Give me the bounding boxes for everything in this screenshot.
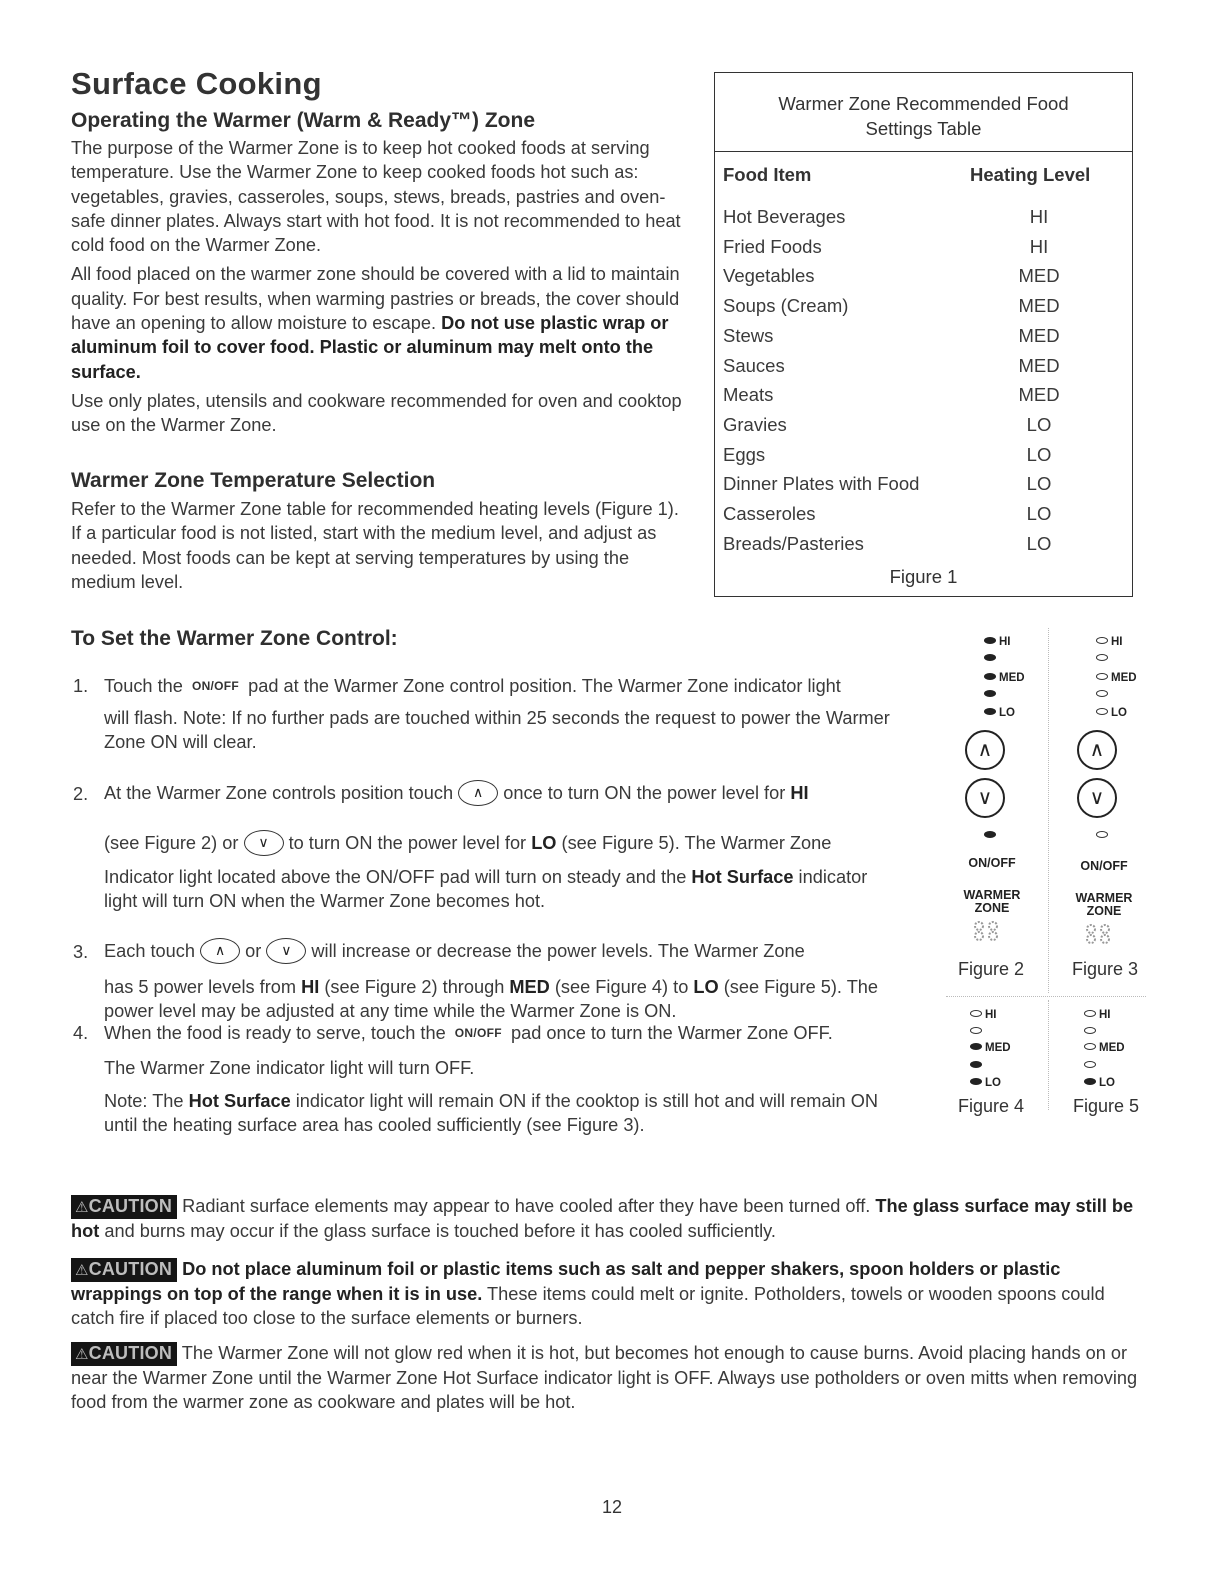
step-3-text-a: Each touch (104, 941, 195, 961)
operating-heading: Operating the Warmer (Warm & Ready™) Zone (71, 109, 536, 132)
indicator-blank (970, 1060, 985, 1072)
food-item: Eggs (723, 443, 766, 465)
table-col-level: Heating Level (970, 164, 1091, 185)
indicator-hi-label: HI (999, 636, 1011, 648)
down-arrow-glyph: ∨ (977, 787, 993, 809)
indicator-med (984, 672, 1025, 684)
heating-level: HI (1029, 235, 1049, 257)
caution-1-text-b: and burns may occur if the glass surface is touched before it has cooled sufficiently. (104, 1221, 776, 1241)
step-3-hi: HI (301, 977, 320, 997)
step-3-text-c: has 5 power levels from (104, 977, 297, 997)
unlit-dot-icon (1084, 1061, 1096, 1068)
up-arrow-glyph: ∧ (473, 784, 484, 800)
indicator-hi-label: HI (985, 1009, 997, 1021)
heating-level: LO (1026, 443, 1052, 465)
indicator-lo-label: LO (999, 707, 1015, 719)
up-arrow-icon (965, 730, 1005, 770)
table-title-line2: Settings Table (865, 118, 982, 139)
figure-4 (970, 1009, 1040, 1089)
food-item: Fried Foods (723, 235, 822, 257)
step-2-text-d: to turn ON the power level for (288, 833, 527, 853)
caution-1 (71, 1194, 1151, 1243)
onoff-label: ON/OFF (1080, 859, 1128, 873)
operating-p1: The purpose of the Warmer Zone is to keep hot cooked foods at serving temperature. Use the Warmer Zone to keep cooked foods hot such as: vegetables, gravies, casseroles, soups, stews, breads, pastries and oven-safe dinner plates. Always start with hot food. It is not recommended to heat cold food on the Warmer Zone. (71, 138, 681, 256)
onoff-pad-label: ON/OFF (454, 1026, 502, 1040)
indicator-med (970, 1042, 1011, 1054)
step-4-detail: The Warmer Zone indicator light will turn OFF. (104, 1058, 475, 1078)
up-arrow-button-icon (200, 938, 240, 964)
lit-dot-icon (984, 637, 996, 644)
caution-2 (71, 1257, 1151, 1330)
food-item: Hot Beverages (723, 206, 846, 227)
step-3-med: MED (509, 977, 550, 997)
page-title: Surface Cooking (71, 66, 322, 101)
figure-divider-vertical-2 (1048, 1000, 1049, 1110)
food-item: Sauces (723, 354, 785, 376)
step-3-detail (104, 975, 930, 1024)
unlit-dot-icon (1096, 637, 1108, 644)
figure-divider-vertical (1048, 628, 1049, 993)
up-arrow-glyph: ∧ (977, 739, 993, 761)
table-row (723, 236, 1132, 266)
step-1-text-b: pad at the Warmer Zone control position. The Warmer Zone indicator light (248, 676, 841, 696)
step-4-line1 (104, 1021, 924, 1045)
step-2-text-e: (see Figure 5). The Warmer Zone (561, 833, 832, 853)
indicator-blank (970, 1026, 985, 1038)
temp-selection-heading: Warmer Zone Temperature Selection (71, 469, 436, 492)
table-title-line1: Warmer Zone Recommended Food (778, 93, 1069, 114)
zone-label: ZONE (974, 901, 1010, 915)
step-3-text-b: will increase or decrease the power levels. The Warmer Zone (311, 941, 805, 961)
caution-1-text-a: Radiant surface elements may appear to have cooled after they have been turned off. (182, 1196, 871, 1216)
warning-triangle-icon: ⚠ (75, 1346, 89, 1363)
caution-2-text: These items could melt or ignite. Potholders, towels or wooden spoons could catch fire if placed too close to the surface elements or burners. (71, 1284, 1105, 1328)
indicator-med-label: MED (1111, 672, 1137, 684)
indicator-med-label: MED (985, 1042, 1011, 1054)
caution-badge-label: CAUTION (88, 1196, 173, 1216)
zone-label: ZONE (1086, 904, 1122, 918)
table-row (723, 206, 1132, 236)
step-4-note-hot: Hot Surface (188, 1091, 291, 1111)
down-arrow-button-icon (266, 938, 306, 964)
step-2-text-b: once to turn ON the power level for (503, 783, 786, 803)
unlit-dot-icon (1096, 654, 1108, 661)
unlit-dot-icon (970, 1010, 982, 1017)
figure-divider-horizontal (946, 996, 1146, 997)
page-number: 12 (601, 1497, 623, 1517)
onoff-label: ON/OFF (968, 856, 1016, 870)
warmer-label: WARMER (1075, 891, 1133, 905)
indicator-hi (1084, 1009, 1111, 1021)
caution-badge (71, 1342, 177, 1366)
figure-5 (1084, 1009, 1154, 1089)
step-4-text-b: pad once to turn the Warmer Zone OFF. (510, 1023, 833, 1043)
step-3-lo: LO (693, 977, 719, 997)
table-divider (715, 151, 1132, 152)
unlit-dot-icon (1096, 690, 1108, 697)
down-arrow-icon (965, 778, 1005, 818)
caution-badge-label: CAUTION (88, 1343, 173, 1363)
step-4-number: 4. (73, 1023, 89, 1043)
step-2-line2 (104, 830, 924, 856)
indicator-hi-label: HI (1099, 1009, 1111, 1021)
warmer-label: WARMER (963, 888, 1021, 902)
step-3-text-f: (see Figure 5). The power level may be adjusted at any time while the Warmer Zone is ON. (104, 977, 879, 1022)
food-item: Stews (723, 324, 774, 346)
heating-level: LO (1026, 503, 1052, 524)
figure-3-caption: Figure 3 (1072, 959, 1139, 979)
step-2-number: 2. (73, 784, 89, 804)
heating-level: MED (1018, 354, 1060, 376)
lit-dot-icon (970, 1043, 982, 1050)
indicator-lo (1084, 1077, 1115, 1089)
hot-surface-icon (1083, 923, 1113, 945)
step-2-text-a: At the Warmer Zone controls position touch (104, 783, 454, 803)
operating-p2 (71, 262, 689, 383)
lit-dot-icon (984, 690, 996, 697)
indicator-lo-label: LO (985, 1077, 1001, 1089)
step-1-number: 1. (73, 676, 89, 696)
step-4-note-a: Note: The (104, 1091, 184, 1111)
figure-4-caption: Figure 4 (958, 1096, 1025, 1116)
heating-level: MED (1018, 324, 1060, 346)
up-arrow-icon (1077, 730, 1117, 770)
lit-dot-icon (1084, 1078, 1096, 1085)
step-2-text-c: (see Figure 2) or (104, 833, 239, 853)
heating-level: LO (1026, 532, 1052, 554)
lit-dot-icon (970, 1078, 982, 1085)
heating-level: LO (1026, 473, 1052, 495)
indicator-lo-label: LO (1111, 707, 1127, 719)
indicator-lo (1096, 707, 1127, 719)
indicator-blank (1084, 1060, 1099, 1072)
indicator-hi (984, 636, 1011, 648)
table-row (723, 533, 1132, 563)
step-2-line1 (104, 780, 924, 806)
lit-dot-icon (970, 1061, 982, 1068)
lit-dot-icon (984, 708, 996, 715)
down-arrow-glyph: ∨ (281, 942, 292, 958)
step-3-text-e: (see Figure 4) to (554, 977, 689, 997)
heating-level: MED (1018, 384, 1060, 406)
operating-p2-warning: Do not use plastic wrap or aluminum foil to cover food. Plastic or aluminum may melt onto the surface. (71, 313, 669, 382)
table-row (723, 295, 1132, 325)
indicator-med (1084, 1042, 1125, 1054)
indicator-blank (1096, 689, 1111, 701)
unlit-dot-icon (1096, 673, 1108, 680)
step-2-lo: LO (531, 833, 557, 853)
heating-level: HI (1029, 206, 1049, 227)
figure-2-caption: Figure 2 (958, 959, 1025, 979)
table-row (723, 444, 1132, 474)
down-arrow-glyph: ∨ (258, 834, 269, 850)
step-1-line1 (104, 674, 924, 698)
indicator-hi (1096, 636, 1123, 648)
step-3-or: or (245, 941, 262, 961)
caution-1-bold: The glass surface may still be hot (71, 1196, 1134, 1241)
up-arrow-glyph: ∧ (1089, 739, 1105, 761)
heating-level: MED (1018, 265, 1060, 287)
warning-triangle-icon: ⚠ (75, 1199, 89, 1216)
table-row (723, 325, 1132, 355)
step-1-text-a: Touch the (104, 676, 183, 696)
step-4-note-b: indicator light will remain ON if the cooktop is still hot and will remain ON until the heating surface area has cooled sufficiently (see Figure 3). (104, 1091, 878, 1136)
step-3-number: 3. (73, 942, 89, 962)
table-title (715, 91, 1132, 141)
unlit-dot-icon (1084, 1043, 1096, 1050)
food-settings-table (714, 72, 1133, 597)
step-2-hot-surface: Hot Surface (691, 867, 794, 887)
lit-dot-icon (984, 654, 996, 661)
unlit-dot-icon (1084, 1027, 1096, 1034)
food-item: Breads/Pasteries (723, 532, 864, 554)
unlit-dot-icon (970, 1027, 982, 1034)
indicator-med-label: MED (1099, 1042, 1125, 1054)
down-arrow-icon (1077, 778, 1117, 818)
food-item: Dinner Plates with Food (723, 473, 920, 495)
step-3-text-d: (see Figure 2) through (324, 977, 505, 997)
step-2-text-g: indicator light will turn ON when the Warmer Zone becomes hot. (104, 867, 868, 912)
onoff-indicator (984, 830, 999, 842)
hot-surface-icon (971, 920, 1001, 942)
indicator-hi-label: HI (1111, 636, 1123, 648)
indicator-med (1096, 672, 1137, 684)
caution-badge (71, 1258, 177, 1282)
down-arrow-button-icon (244, 830, 284, 856)
step-2-detail (104, 865, 884, 914)
indicator-blank (1084, 1026, 1099, 1038)
food-item: Vegetables (723, 265, 815, 287)
food-item: Soups (Cream) (723, 295, 849, 317)
figure-3 (1075, 636, 1156, 986)
table-row (723, 414, 1132, 444)
table-col-food: Food Item (723, 164, 812, 185)
caution-badge-label: CAUTION (88, 1259, 173, 1279)
unlit-dot-icon (1096, 831, 1108, 838)
down-arrow-glyph: ∨ (1089, 787, 1105, 809)
food-item: Gravies (723, 413, 787, 435)
step-2-text-f: Indicator light located above the ON/OFF pad will turn on steady and the (104, 867, 687, 887)
up-arrow-button-icon (458, 780, 498, 806)
indicator-lo (970, 1077, 1001, 1089)
lit-dot-icon (984, 673, 996, 680)
step-3-line1 (104, 938, 924, 964)
operating-p3: Use only plates, utensils and cookware recommended for oven and cooktop use on the Warmer Zone. (71, 390, 682, 436)
figure-1-caption: Figure 1 (889, 566, 958, 587)
indicator-lo-label: LO (1099, 1077, 1115, 1089)
table-row (723, 503, 1132, 533)
heating-level: LO (1026, 413, 1052, 435)
table-row (723, 384, 1132, 414)
table-row (723, 473, 1132, 503)
step-2-hi: HI (790, 783, 809, 803)
step-4-text-a: When the food is ready to serve, touch the (104, 1023, 446, 1043)
unlit-dot-icon (1084, 1010, 1096, 1017)
unlit-dot-icon (1096, 708, 1108, 715)
up-arrow-glyph: ∧ (214, 942, 226, 958)
table-row (723, 355, 1132, 385)
operating-body (71, 136, 689, 438)
caution-3 (71, 1341, 1151, 1414)
figure-5-caption: Figure 5 (1073, 1096, 1140, 1116)
step-4-note (104, 1089, 904, 1138)
set-control-heading: To Set the Warmer Zone Control: (71, 627, 398, 650)
warning-triangle-icon: ⚠ (75, 1262, 89, 1279)
caution-2-bold: Do not place aluminum foil or plastic items such as salt and pepper shakers, spoon holders or plastic wrappings on top of the range when it is in use. (71, 1259, 1061, 1304)
food-item: Casseroles (723, 503, 816, 524)
figure-2 (963, 636, 1044, 986)
heating-level: MED (1018, 295, 1060, 317)
food-item: Meats (723, 384, 774, 406)
caution-badge (71, 1195, 177, 1219)
indicator-blank (1096, 653, 1111, 665)
indicator-blank (984, 653, 999, 665)
indicator-lo (984, 707, 1015, 719)
caution-3-text: The Warmer Zone will not glow red when it is hot, but becomes hot enough to cause burns. Avoid placing hands on or near the Warmer Zone until the Warmer Zone Hot Surface indicator light is OFF. Always use potholders or oven mitts when removing food from the warmer zone as cookware and plates will be hot. (71, 1343, 1138, 1412)
temp-selection-body: Refer to the Warmer Zone table for recommended heating levels (Figure 1). If a particular food is not listed, start with the medium level, and adjust as needed. Most foods can be kept at serving temperatures by using the medium level. (71, 499, 679, 592)
step-1-note: will flash. Note: If no further pads are touched within 25 seconds the request to power the Warmer Zone ON will clear. (104, 708, 890, 753)
lit-dot-icon (984, 831, 996, 838)
table-row (723, 265, 1132, 295)
indicator-hi (970, 1009, 997, 1021)
onoff-indicator (1096, 830, 1111, 842)
operating-p2-text: All food placed on the warmer zone should be covered with a lid to maintain quality. For best results, when warming pastries or breads, the cover should have an opening to allow moisture to escape. (71, 264, 680, 334)
indicator-blank (984, 689, 999, 701)
onoff-pad-label: ON/OFF (191, 679, 240, 693)
indicator-med-label: MED (999, 672, 1025, 684)
